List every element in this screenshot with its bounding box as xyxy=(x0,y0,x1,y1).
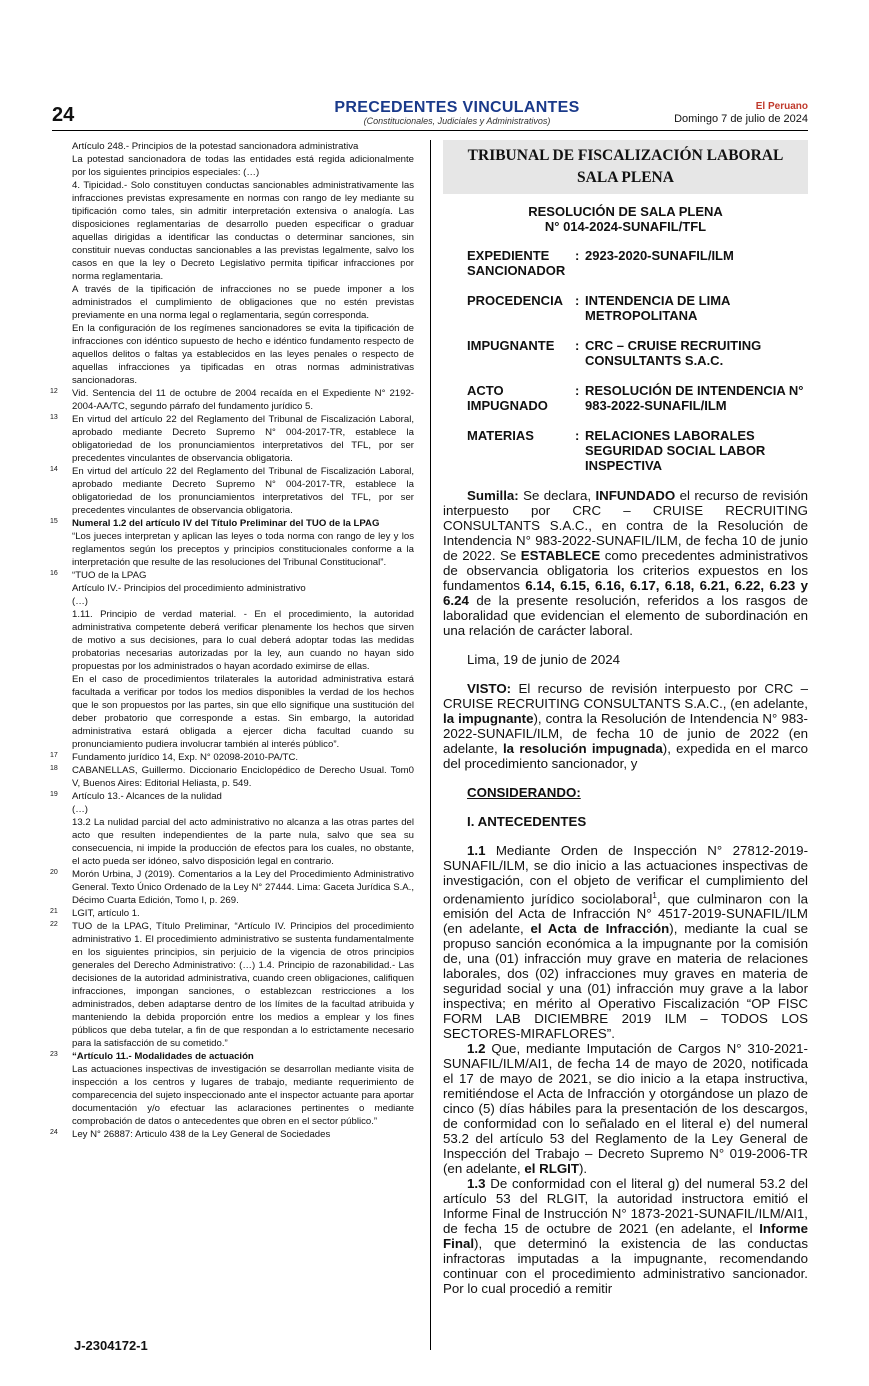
footnote-text: Fundamento jurídico 14, Exp. N° 02098-2010-PA/TC. xyxy=(72,752,299,763)
footnote-text: 1.11. Principio de verdad material. - En el procedimiento, la autoridad administrativa competente deberá verificar plenamente los hechos que sirven de motivo a sus decisiones, para lo cual deberá adoptar todas las medidas probatorias necesarias autorizadas por la ley, aun cuando no hayan sido propuestas por los administrados o hayan acordado eximirse de ellas. xyxy=(72,609,414,672)
footnote-text: Las actuaciones inspectivas de investigación se desarrollan mediante visita de inspección a los centros y lugares de trabajo, mediante requerimiento de comparecencia del sujeto inspeccionado ante el inspector actuante para aportar documentación y/o efectuar las aclaraciones pertinentes o mediante comprobación de datos o antecedentes que obren en el sector público.” xyxy=(72,1064,414,1127)
footnote xyxy=(50,517,414,569)
footnote-text: En virtud del artículo 22 del Reglamento del Tribunal de Fiscalización Laboral, aprobado mediante Decreto Supremo N° 004-2017-TR, establece la obligatoriedad de los pronunciamientos interpretativos del TFL, por ser precedentes vinculantes de observancia obligatoria. xyxy=(72,466,414,516)
text-run: ), que determinó la existencia de las conductas infractoras imputadas a la impugnante, recomendando continuar con el procedimiento administrativo sancionador. Por lo cual procedió a remitir xyxy=(443,1236,808,1297)
resolution-type: RESOLUCIÓN DE SALA PLENA xyxy=(528,204,723,219)
footnote-text: 13.2 La nulidad parcial del acto administrativo no alcanza a las otras partes del acto que resulten independientes de la parte nula, salvo que sea su consecuencia, ni impide la producción de efectos para los cuales, no obstante, el acto pueda ser idóneo, salvo disposición legal en contrario. xyxy=(72,817,414,867)
footnote-number: 12 xyxy=(50,388,58,395)
text-run: Se declara, xyxy=(518,488,596,503)
place-date: Lima, 19 de junio de 2024 xyxy=(467,652,621,667)
metadata-colon: : xyxy=(575,293,580,308)
antecedentes-heading xyxy=(443,814,808,829)
page-header xyxy=(52,100,808,130)
metadata-value: RESOLUCIÓN DE INTENDENCIA N° 983-2022-SUNAFIL/ILM xyxy=(585,383,804,413)
considerando-heading xyxy=(443,785,808,800)
footnote-number: 23 xyxy=(50,1051,58,1058)
sumilla-label: Sumilla: xyxy=(467,488,519,503)
footnote-text: “TUO de la LPAG xyxy=(72,570,147,581)
paragraph-1-3 xyxy=(443,1176,808,1296)
sumilla-paragraph xyxy=(443,488,808,638)
metadata-row xyxy=(443,428,808,473)
footnote-number: 18 xyxy=(50,765,58,772)
footnote xyxy=(50,868,414,907)
section-title: PRECEDENTES VINCULANTES xyxy=(334,99,580,116)
paragraph-1-2 xyxy=(443,1041,808,1176)
antecedentes-label: I. ANTECEDENTES xyxy=(467,814,587,829)
footnote-text: En el caso de procedimientos trilaterales la autoridad administrativa estará facultada a verificar por todos los medios disponibles la verdad de los hechos que le son propuestos por las partes, sin que ello signifique una sustitución del deber probatorio que corresponde a estas. Sin embargo, la autoridad administrativa estará obligada a ejercer dicha facultad cuando su pronunciamiento pudiera involucrar también al interés público”. xyxy=(72,674,414,750)
text-run-bold: INFUNDADO xyxy=(595,488,676,503)
text-run: , que culminaron con la emisión del Acta de Infracción N° 4517-2019-SUNAFIL/ILM (en adelante, xyxy=(443,891,808,937)
text-run-bold: el RLGIT xyxy=(524,1161,579,1177)
header-rule xyxy=(52,130,808,131)
paragraph-1-1 xyxy=(443,843,808,1041)
page-number: 24 xyxy=(52,104,75,126)
text-run-bold: la impugnante xyxy=(443,711,534,726)
footnote-text: En virtud del artículo 22 del Reglamento del Tribunal de Fiscalización Laboral, aprobado mediante Decreto Supremo N° 004-2017-TR, establece la obligatoriedad de los pronunciamientos interpretativos del TFL, por ser precedentes vinculantes de observancia obligatoria. xyxy=(72,414,414,464)
metadata-colon: : xyxy=(575,428,580,443)
body-paragraph: La potestad sancionadora de todas las entidades está regida adicionalmente por los siguientes principios especiales: (…) xyxy=(72,154,414,178)
section-subtitle: (Constitucionales, Judiciales y Administrativos) xyxy=(363,116,551,126)
text-run: ). xyxy=(579,1161,588,1177)
footnote xyxy=(50,465,414,517)
metadata-value: CRC – CRUISE RECRUITING CONSULTANTS S.A.C. xyxy=(585,338,762,368)
text-run: ), expedida en el marco del procedimiento sancionador, y xyxy=(443,741,808,771)
body-paragraph: 4. Tipicidad.- Solo constituyen conductas sancionables administrativamente las infracciones previstas expresamente en normas con rango de ley mediante su tipificación como tales, sin admitir interpretación extensiva o analogía. Las disposiciones reglamentarias de desarrollo pueden especificar o graduar aquellas dirigidas a identificar las conductas o determinar sanciones, sin constituir nuevas conductas sancionables a las previstas legalmente, salvo los casos en que la ley o Decreto Legislativo permita tipificar infracciones por norma reglamentaria. xyxy=(72,180,414,282)
visto-paragraph xyxy=(443,681,808,771)
publication-info xyxy=(674,101,808,125)
text-run: ), contra la Resolución de Intendencia N° 983-2022-SUNAFIL/ILM, de fecha 10 de junio de 2022 (en adelante, xyxy=(443,711,808,756)
article-heading: Artículo 248.- Principios de la potestad sancionadora administrativa xyxy=(72,141,359,152)
body-paragraph: A través de la tipificación de infracciones no se puede imponer a los administrados el cumplimiento de obligaciones que no estén previstas previamente en una norma legal o reglamentaria, según corresponda. xyxy=(72,284,414,321)
footnote-text: (…) xyxy=(72,804,88,815)
metadata-row xyxy=(443,338,808,368)
right-column xyxy=(443,140,808,1296)
footnote-ref: 1 xyxy=(652,891,657,900)
metadata-colon: : xyxy=(575,383,580,398)
metadata-colon: : xyxy=(575,338,580,353)
text-run-bold: ESTABLECE xyxy=(520,548,601,563)
metadata-key: EXPEDIENTE SANCIONADOR xyxy=(467,248,566,278)
resolution-title xyxy=(443,204,808,234)
tribunal-chamber: SALA PLENA xyxy=(577,169,674,186)
metadata-colon: : xyxy=(575,248,580,263)
footnote xyxy=(50,1128,414,1141)
footnote xyxy=(50,413,414,465)
footnote xyxy=(50,751,414,764)
tribunal-name: TRIBUNAL DE FISCALIZACIÓN LABORAL xyxy=(467,147,784,164)
left-column xyxy=(50,140,414,1141)
footnote-text: Artículo IV.- Principios del procedimiento administrativo xyxy=(72,583,306,594)
footnote-number: 24 xyxy=(50,1129,58,1136)
footnote-text: LGIT, artículo 1. xyxy=(72,908,140,919)
footnote-text: “Los jueces interpretan y aplican las leyes o toda norma con rango de ley y los reglamentos según los preceptos y principios constitucionales conforme a la interpretación que resulte de las resoluciones del Tribunal Constitucional”. xyxy=(72,531,414,568)
footnote-title: “Artículo 11.- Modalidades de actuación xyxy=(72,1051,254,1062)
footnote xyxy=(50,569,414,751)
metadata-row xyxy=(443,383,808,413)
paragraph-number: 1.1 xyxy=(467,843,486,858)
text-run: ), mediante la cual se propuso sanción económica a la impugnante por la comisión de, una (01) infracción muy grave en materia de relaciones laborales, dos (02) infracciones muy graves en materia de seguridad social y una (01) infracción muy grave a la labor inspectiva; en mérito al Operativo Fiscalización “OP FISC FORM LAB DICIEMBRE 2019 ILM – TODOS LOS SECTORES-MIRAFLORES”. xyxy=(443,921,809,1042)
paragraph-number: 1.2 xyxy=(467,1041,486,1057)
text-run: Mediante Orden de Inspección N° 27812-2019-SUNAFIL/ILM, se dio inicio a las actuaciones inspectivas de investigación, con el objeto de verificar el cumplimiento del ordenamiento jurídico sociolaboral xyxy=(443,843,808,907)
footnote-number: 17 xyxy=(50,752,58,759)
metadata-value: RELACIONES LABORALES SEGURIDAD SOCIAL LABOR INSPECTIVA xyxy=(585,428,766,473)
metadata-key: IMPUGNANTE xyxy=(467,338,555,353)
footnote-text: CABANELLAS, Guillermo. Diccionario Enciclopédico de Derecho Usual. Tom0 V, Buenos Aires: Editorial Heliasta, p. 549. xyxy=(72,765,414,789)
body-paragraph: En la configuración de los regímenes sancionadores se evita la tipificación de infracciones con idéntico supuesto de hecho e idéntico fundamento respecto de aquellos delitos o faltas ya establecidos en las leyes penales o respecto de aquellas infracciones ya tipificadas en otras normas administrativas sancionadoras. xyxy=(72,323,414,386)
footnote-text: (…) xyxy=(72,596,88,607)
tribunal-banner xyxy=(443,140,808,194)
footnote xyxy=(50,790,414,868)
footnote-number: 20 xyxy=(50,869,58,876)
metadata-key: ACTO IMPUGNADO xyxy=(467,383,548,413)
text-run-bold: la resolución impugnada xyxy=(502,741,663,756)
resolution-number: N° 014-2024-SUNAFIL/TFL xyxy=(544,219,707,234)
footnote-number: 14 xyxy=(50,466,58,473)
metadata-row xyxy=(443,293,808,323)
footnote-text: TUO de la LPAG, Título Preliminar, “Artículo IV. Principios del procedimiento administrativo 1. El procedimiento administrativo se sustenta fundamentalmente en los siguientes principios, sin perjuicio de la vigencia de otros principios generales del Derecho Administrativo: (…) 1.4. Principio de razonabilidad.- Las decisiones de la autoridad administrativa, cuando creen obligaciones, califiquen infracciones, impongan sanciones, o establezcan restricciones a los administrados, deben adaptarse dentro de los límites de la facultad atribuida y manteniendo la debida proporción entre los medios a emplear y los fines públicos que deba tutelar, a fin de que respondan a lo estrictamente necesario para la satisfacción de su cometido.” xyxy=(72,921,414,1049)
metadata-row xyxy=(443,248,808,278)
publication-date: Domingo 7 de julio de 2024 xyxy=(674,113,808,125)
column-divider xyxy=(430,140,431,1350)
footnote xyxy=(50,907,414,920)
case-metadata xyxy=(443,248,808,473)
text-run-bold: el Acta de Infracción xyxy=(530,921,670,937)
footnote xyxy=(50,387,414,413)
metadata-key: MATERIAS xyxy=(467,428,534,443)
document-code: J-2304172-1 xyxy=(74,1338,148,1353)
metadata-value: INTENDENCIA DE LIMA METROPOLITANA xyxy=(585,293,730,323)
paragraph-number: 1.3 xyxy=(467,1176,486,1192)
section-brand xyxy=(327,99,587,126)
footnote xyxy=(50,764,414,790)
footnote xyxy=(50,920,414,1050)
considerando-label: CONSIDERANDO: xyxy=(467,785,581,800)
text-run: Que, mediante Imputación de Cargos N° 310-2021-SUNAFIL/ILM/AI1, de fecha 14 de mayo de 2020, notificada el 17 de mayo de 2021, se dio inicio a la etapa instructiva, remitiéndose el Acta de Infracción y otorgándose un plazo de cinco (5) días hábiles para la presentación de los descargos, de conformidad con lo señalado en el literal e) del numeral 53.2 del artículo 53 del Reglamento de la Ley General de Inspección del Trabajo – Decreto Supremo N° 019-2006-TR (en adelante, xyxy=(443,1041,808,1177)
footnote-text: Ley N° 26887: Articulo 438 de la Ley General de Sociedades xyxy=(72,1129,331,1140)
text-run: de la presente resolución, referidos a los rasgos de laboralidad que evidencian el elemento de subordinación en una relación de carácter laboral. xyxy=(443,593,808,638)
footnote-text: Artículo 13.- Alcances de la nulidad xyxy=(72,791,222,802)
footnote-text: Vid. Sentencia del 11 de octubre de 2004 recaída en el Expediente N° 2192-2004-AA/TC, segundo párrafo del fundamento jurídico 5. xyxy=(72,388,414,412)
text-run: el recurso de revisión interpuesto por CRC – CRUISE RECRUITING CONSULTANTS S.A.C., en contra de la Resolución de Intendencia N° 983-2022-SUNAFIL/ILM, de fecha 10 de junio de 2022. Se xyxy=(443,488,809,563)
footnote-number: 15 xyxy=(50,518,58,525)
text-run-bold: 6.14, 6.15, 6.16, 6.17, 6.18, 6.21, 6.22, 6.23 y 6.24 xyxy=(443,578,808,608)
text-run-bold: Informe Final xyxy=(443,1221,808,1252)
footnote-number: 21 xyxy=(50,908,58,915)
footnote xyxy=(50,1050,414,1128)
footnote-text: Morón Urbina, J (2019). Comentarios a la Ley del Procedimiento Administrativo General. Texto Único Ordenado de la Ley N° 27444. Lima: Gaceta Jurídica S.A., Décimo Cuarta Edición, Tomo I, p. 269. xyxy=(72,869,414,906)
metadata-value: 2923-2020-SUNAFIL/ILM xyxy=(585,248,734,263)
text-run: como precedentes administrativos de observancia obligatoria los criterios expuestos en los fundamentos xyxy=(443,548,808,593)
text-run: El recurso de revisión interpuesto por CRC – CRUISE RECRUITING CONSULTANTS S.A.C., (en adelante, xyxy=(443,681,808,711)
footnote-title: Numeral 1.2 del artículo IV del Título Preliminar del TUO de la LPAG xyxy=(72,518,380,529)
footnote-number: 16 xyxy=(50,570,58,577)
newspaper-name: El Peruano xyxy=(755,101,808,112)
footnote-number: 22 xyxy=(50,921,58,928)
footnote-number: 19 xyxy=(50,791,58,798)
visto-label: VISTO: xyxy=(467,681,512,696)
text-run: De conformidad con el literal g) del numeral 53.2 del artículo 53 del RLGIT, la autoridad instructora emitió el Informe Final de Instrucción N° 1873-2021-SUNAFIL/ILM/AI1, de fecha 15 de octubre de 2021 (en adelante, el xyxy=(443,1176,808,1237)
footnote-number: 13 xyxy=(50,414,58,421)
metadata-key: PROCEDENCIA xyxy=(467,293,564,308)
